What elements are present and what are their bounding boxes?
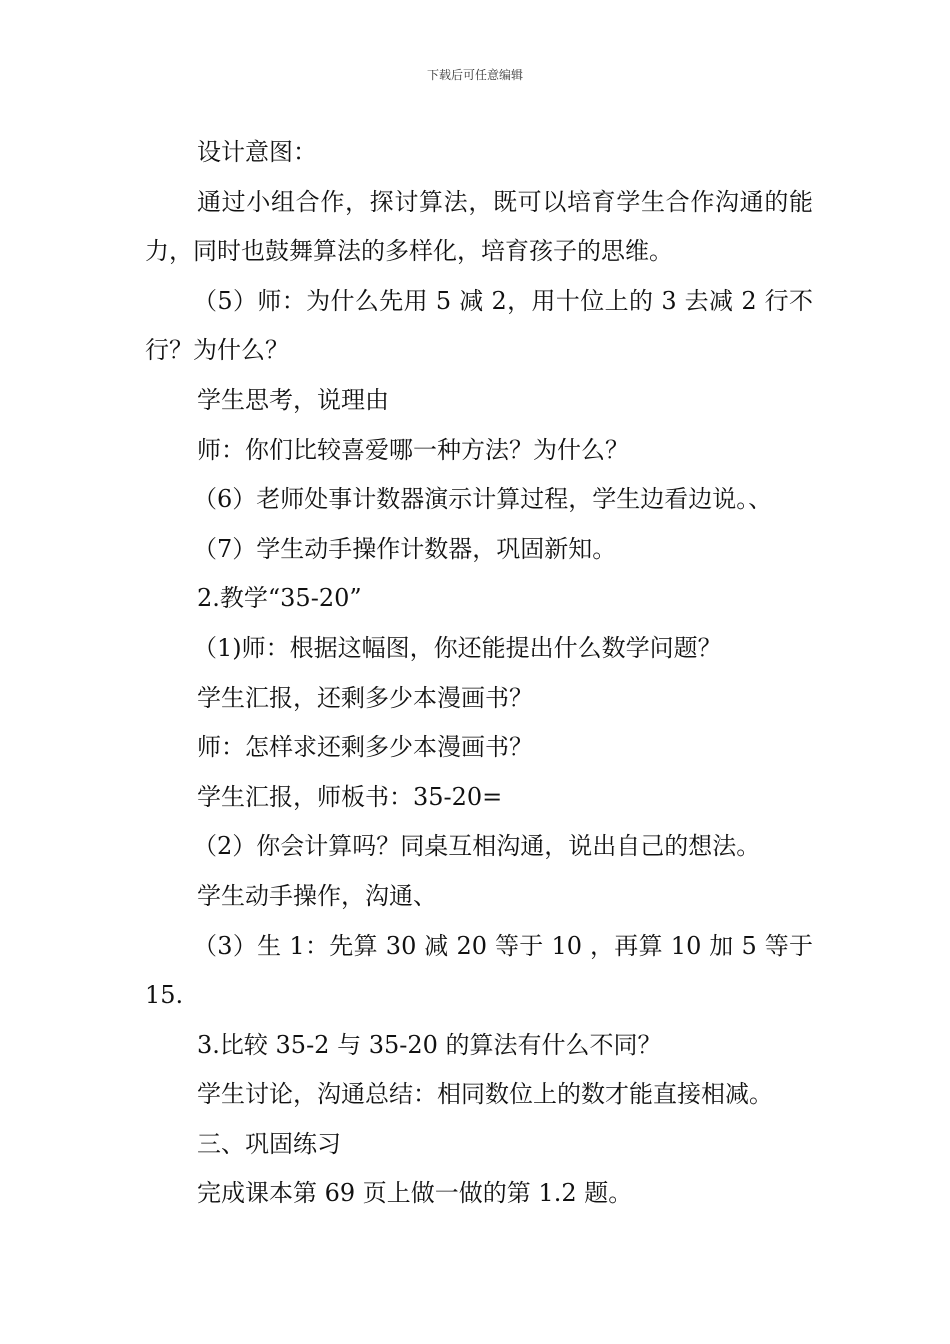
paragraph-step-6: （6）老师处事计数器演示计算过程，学生边看边说。、 — [193, 485, 773, 514]
document-body — [145, 128, 813, 1219]
paragraph-design-intent-heading: 设计意图： — [197, 138, 317, 166]
paragraph-teacher-how: 师：怎样求还剩多少本漫画书？ — [197, 733, 533, 762]
paragraph-design-intent: 通过小组合作，探讨算法，既可以培育学生合作沟通的能力，同时也鼓舞算法的多样化，培育孩子的思维。 — [145, 187, 813, 266]
paragraph-step-2: （2）你会计算吗？同桌互相沟通，说出自己的想法。 — [193, 832, 761, 861]
page-header: 下载后可任意编辑 — [426, 68, 523, 82]
paragraph-student-operate: 学生动手操作，沟通、 — [197, 881, 437, 910]
paragraph-student-discuss: 学生讨论，沟通总结：相同数位上的数才能直接相减。 — [197, 1080, 773, 1109]
paragraph-teacher-which-method: 师：你们比较喜爱哪一种方法？为什么？ — [197, 435, 629, 464]
paragraph-practice-task: 完成课本第 69 页上做一做的第 1.2 题。 — [197, 1179, 633, 1208]
paragraph-section-3-compare: 3.比较 35-2 与 35-20 的算法有什么不同？ — [197, 1030, 662, 1059]
paragraph-step-1: （1)师：根据这幅图，你还能提出什么数学问题？ — [193, 633, 722, 662]
paragraph-student-report-question: 学生汇报，还剩多少本漫画书？ — [197, 683, 533, 712]
paragraph-practice-heading: 三、巩固练习 — [197, 1129, 341, 1158]
paragraph-question-5: （5）师：为什么先用 5 减 2，用十位上的 3 去减 2 行不行？为什么？ — [145, 286, 813, 365]
paragraph-step-7: （7）学生动手操作计数器，巩固新知。 — [193, 534, 617, 563]
paragraph-board-writing: 学生汇报，师板书：35-20= — [197, 782, 503, 811]
paragraph-section-2-heading: 2.教学“35-20” — [197, 584, 362, 613]
paragraph-step-3: （3）生 1：先算 30 减 20 等于 10 ，再算 10 加 5 等于 15. — [145, 931, 813, 1010]
paragraph-student-think: 学生思考，说理由 — [197, 385, 389, 414]
